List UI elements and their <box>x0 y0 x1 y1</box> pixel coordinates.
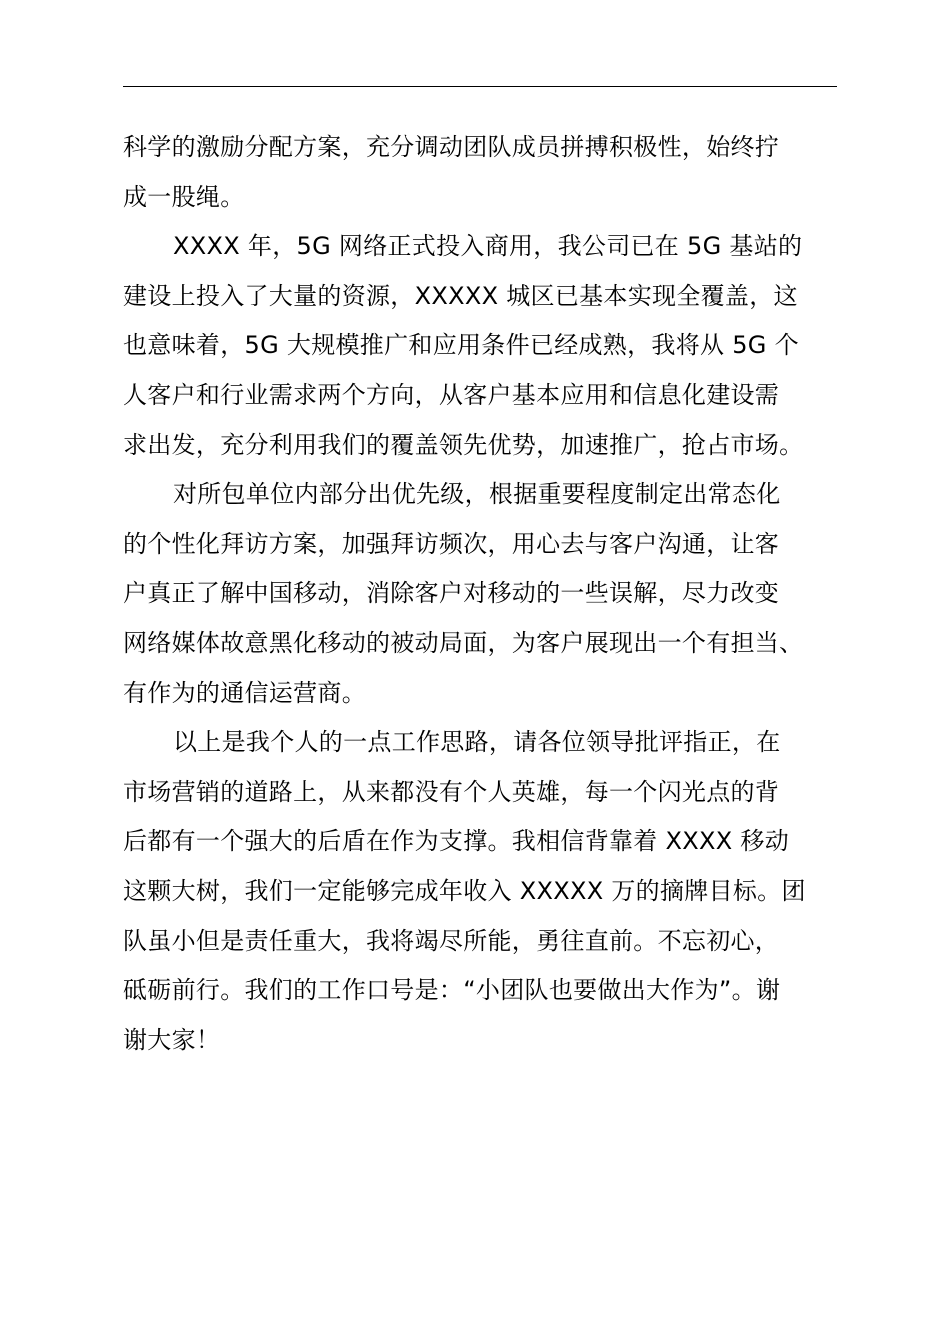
paragraph-2 <box>123 222 853 470</box>
paragraph-line: 队虽小但是责任重大，我将竭尽所能，勇往直前。不忘初心， <box>123 926 780 955</box>
paragraph-line: 成一股绳。 <box>123 182 245 211</box>
paragraph-line: 砥砺前行。我们的工作口号是：“小团队也要做出大作为”。谢 <box>123 976 781 1005</box>
paragraph-line: 以上是我个人的一点工作思路，请各位领导批评指正，在 <box>173 728 781 757</box>
paragraph-line: 对所包单位内部分出优先级，根据重要程度制定出常态化 <box>173 480 781 509</box>
paragraph-line: 网络媒体故意黑化移动的被动局面，为客户展现出一个有担当、 <box>123 628 804 657</box>
paragraph-line: 人客户和行业需求两个方向，从客户基本应用和信息化建设需 <box>123 380 780 409</box>
paragraph-4 <box>123 718 853 1065</box>
paragraph-line: 这颗大树，我们一定能够完成年收入 XXXXX 万的摘牌目标。团 <box>123 876 806 905</box>
document-body <box>123 123 853 1065</box>
paragraph-line: 也意味着，5G 大规模推广和应用条件已经成熟，我将从 5G 个 <box>123 331 799 360</box>
paragraph-line: XXXX 年，5G 网络正式投入商用，我公司已在 5G 基站的 <box>173 232 803 261</box>
paragraph-1 <box>123 123 853 222</box>
paragraph-line: 市场营销的道路上，从来都没有个人英雄，每一个闪光点的背 <box>123 777 780 806</box>
paragraph-line: 谢大家！ <box>123 1025 221 1054</box>
paragraph-line: 建设上投入了大量的资源，XXXXX 城区已基本实现全覆盖，这 <box>123 281 798 310</box>
paragraph-line: 求出发，充分利用我们的覆盖领先优势，加速推广，抢占市场。 <box>123 430 804 459</box>
header-rule <box>123 86 837 87</box>
paragraph-line: 后都有一个强大的后盾在作为支撑。我相信背靠着 XXXX 移动 <box>123 827 790 856</box>
paragraph-line: 户真正了解中国移动，消除客户对移动的一些误解，尽力改变 <box>123 579 780 608</box>
paragraph-3 <box>123 470 853 718</box>
paragraph-line: 科学的激励分配方案，充分调动团队成员拼搏积极性，始终拧 <box>123 133 780 161</box>
paragraph-line: 的个性化拜访方案，加强拜访频次，用心去与客户沟通，让客 <box>123 529 780 558</box>
paragraph-line: 有作为的通信运营商。 <box>123 678 366 707</box>
